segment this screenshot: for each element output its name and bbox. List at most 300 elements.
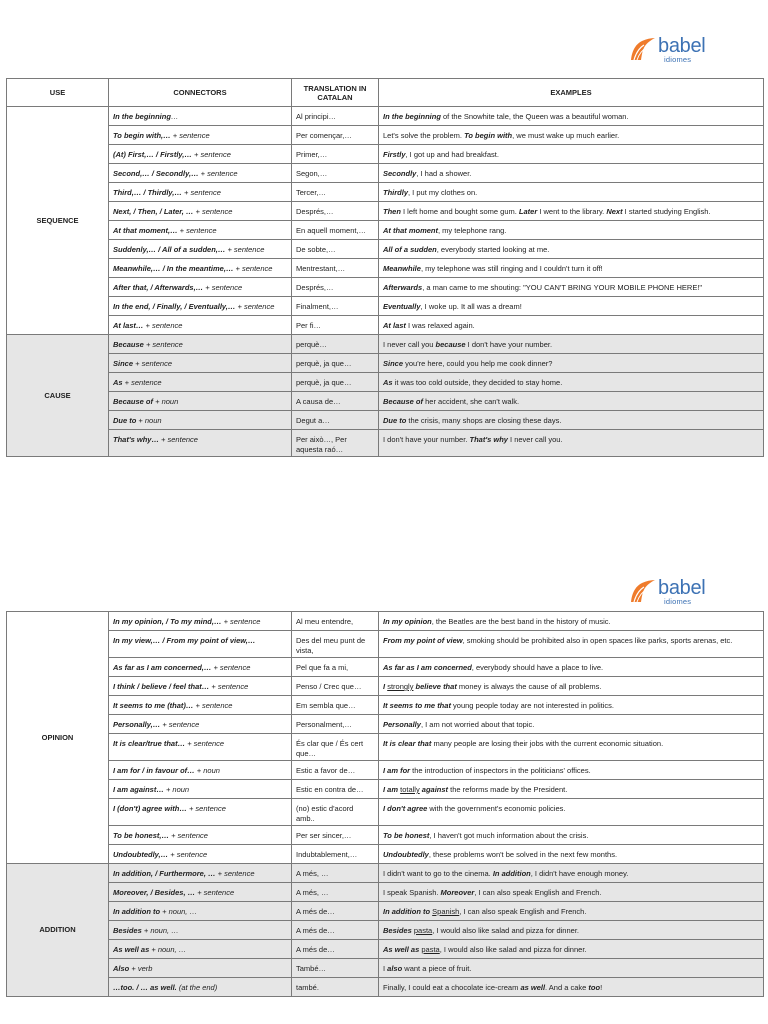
connector-cell	[109, 278, 292, 297]
logo-sub: idiomes	[664, 597, 692, 606]
example-connector: It is clear that	[383, 739, 432, 748]
connector-note: + sentence	[221, 617, 261, 626]
example-cell	[379, 145, 764, 164]
example-text: many people are losing their jobs with the current economic situation.	[431, 739, 664, 748]
header-examples: EXAMPLES	[379, 79, 764, 107]
example-connector: Next	[606, 207, 623, 216]
connector-phrase: …too. / … as well.	[113, 983, 177, 992]
table-row	[7, 780, 764, 799]
table-row	[7, 658, 764, 677]
table-row	[7, 883, 764, 902]
example-connector: Since	[383, 359, 404, 368]
example-connector: In the beginning	[383, 112, 441, 121]
example-text: I went to the library.	[537, 207, 607, 216]
connector-note: + sentence	[215, 869, 255, 878]
example-connector: against	[421, 785, 449, 794]
table-row	[7, 240, 764, 259]
connector-cell	[109, 164, 292, 183]
table-row	[7, 940, 764, 959]
connector-note: + sentence	[158, 435, 198, 444]
translation-cell: Tercer,…	[292, 183, 379, 202]
connector-note: + sentence	[211, 663, 251, 672]
connector-note: + sentence	[209, 682, 249, 691]
connector-phrase: As well as	[113, 945, 150, 954]
connector-phrase: As	[113, 378, 123, 387]
logo-name: babel	[658, 577, 706, 599]
example-text: , the Beatles are the best band in the history of music.	[431, 617, 611, 626]
translation-cell: perquè, ja que…	[292, 354, 379, 373]
connector-note: + sentence	[133, 359, 173, 368]
example-cell	[379, 761, 764, 780]
connector-cell	[109, 183, 292, 202]
example-text: the reforms made by the President.	[448, 785, 568, 794]
connector-cell	[109, 978, 292, 997]
connector-phrase: Next, / Then, / Later, …	[113, 207, 194, 216]
connector-cell	[109, 612, 292, 631]
connector-note: + sentence	[181, 188, 221, 197]
connector-phrase: Meanwhile,… / In the meantime,…	[113, 264, 234, 273]
translation-cell: Indubtablement,…	[292, 845, 379, 864]
example-cell	[379, 221, 764, 240]
connector-cell	[109, 373, 292, 392]
example-connector: Afterwards	[383, 283, 423, 292]
connector-note: + sentence	[195, 888, 235, 897]
connector-note: + noun	[163, 785, 190, 794]
table-row	[7, 145, 764, 164]
example-text: , smoking should be prohibited also in open spaces like parks, sports arenas, etc.	[462, 636, 733, 645]
connector-cell	[109, 297, 292, 316]
example-connector: Secondly	[383, 169, 417, 178]
example-cell	[379, 411, 764, 430]
translation-cell: Estic a favor de…	[292, 761, 379, 780]
example-cell	[379, 392, 764, 411]
example-connector: Thirdly	[383, 188, 409, 197]
example-connector: I am for	[383, 766, 411, 775]
connector-cell	[109, 864, 292, 883]
connector-cell	[109, 259, 292, 278]
example-text: her accident, she can't walk.	[423, 397, 520, 406]
connector-cell	[109, 734, 292, 761]
cause-group	[7, 335, 764, 457]
example-text: with the government's economic policies.	[427, 804, 566, 813]
connector-cell	[109, 126, 292, 145]
example-underlined: pasta	[421, 945, 440, 954]
translation-cell: A causa de…	[292, 392, 379, 411]
connector-phrase: Besides	[113, 926, 142, 935]
translation-cell: Per començar,…	[292, 126, 379, 145]
example-connector: Undoubtedly	[383, 850, 429, 859]
connector-phrase: That's why…	[113, 435, 159, 444]
table-row	[7, 335, 764, 354]
connector-phrase: In addition to	[113, 907, 161, 916]
translation-cell: A més de…	[292, 902, 379, 921]
connector-phrase: At last…	[113, 321, 144, 330]
example-text: I started studying English.	[622, 207, 711, 216]
example-underlined: Spanish	[432, 907, 460, 916]
table-row	[7, 183, 764, 202]
table-row	[7, 826, 764, 845]
translation-cell: A més, …	[292, 864, 379, 883]
example-connector: because	[435, 340, 466, 349]
example-text: , I put my clothes on.	[408, 188, 478, 197]
connector-phrase: In addition, / Furthermore, …	[113, 869, 216, 878]
table-row	[7, 316, 764, 335]
example-cell	[379, 959, 764, 978]
table-row	[7, 864, 764, 883]
translation-cell: De sobte,…	[292, 240, 379, 259]
translation-cell: Després,…	[292, 202, 379, 221]
connector-note: (at the end)	[176, 983, 218, 992]
example-cell	[379, 734, 764, 761]
header-connectors: CONNECTORS	[109, 79, 292, 107]
connector-phrase: At that moment,…	[113, 226, 178, 235]
connector-cell	[109, 780, 292, 799]
connector-cell	[109, 959, 292, 978]
example-underlined: strongly	[387, 682, 414, 691]
example-text: I don't have your number.	[465, 340, 553, 349]
example-cell	[379, 658, 764, 677]
translation-cell: Al principi…	[292, 107, 379, 126]
example-text: , I would also like salad and pizza for dinner.	[432, 926, 579, 935]
example-text: I never call you.	[507, 435, 563, 444]
example-cell	[379, 297, 764, 316]
connector-note: + sentence	[160, 720, 200, 729]
example-text: the introduction of inspectors in the politicians' offices.	[410, 766, 591, 775]
translation-cell: Per fi…	[292, 316, 379, 335]
example-cell	[379, 631, 764, 658]
babel-logo-icon	[630, 36, 656, 62]
connector-phrase: After that, / Afterwards,…	[113, 283, 204, 292]
connector-cell	[109, 845, 292, 864]
example-cell	[379, 278, 764, 297]
connector-phrase: I think / believe / feel that…	[113, 682, 210, 691]
example-text: you're here, could you help me cook dinner?	[403, 359, 553, 368]
logo-name: babel	[658, 35, 706, 57]
opinion-group	[7, 612, 764, 864]
connector-cell	[109, 107, 292, 126]
example-text: , everybody should have a place to live.	[471, 663, 604, 672]
opinion-label: OPINION	[7, 612, 109, 864]
example-connector: To be honest	[383, 831, 430, 840]
example-cell	[379, 845, 764, 864]
connector-cell	[109, 145, 292, 164]
example-text: of the Snowhite tale, the Queen was a beautiful woman.	[440, 112, 629, 121]
table-row	[7, 978, 764, 997]
sequence-label: SEQUENCE	[7, 107, 109, 335]
table-row	[7, 202, 764, 221]
connector-note: + noun	[194, 766, 220, 775]
connector-cell	[109, 761, 292, 780]
example-connector: To begin with	[464, 131, 513, 140]
table-row	[7, 761, 764, 780]
example-text: , I didn't have enough money.	[530, 869, 629, 878]
connector-phrase: Since	[113, 359, 134, 368]
table-row	[7, 631, 764, 658]
connector-cell	[109, 392, 292, 411]
connectors-table-2	[6, 611, 764, 997]
header-translation: TRANSLATION IN CATALAN	[292, 79, 379, 107]
example-connector: believe that	[415, 682, 457, 691]
babel-logo	[630, 36, 705, 64]
table-row	[7, 221, 764, 240]
example-connector: Meanwhile	[383, 264, 421, 273]
connector-note: + sentence	[168, 850, 208, 859]
connector-phrase: (At) First,… / Firstly,…	[113, 150, 192, 159]
example-text: Finally, I could eat a chocolate ice-cream	[383, 983, 521, 992]
example-text: , I had a shower.	[416, 169, 472, 178]
connector-note: …	[170, 112, 179, 121]
connector-note: + sentence	[143, 321, 183, 330]
connector-cell	[109, 677, 292, 696]
table-row	[7, 845, 764, 864]
translation-cell: Després,…	[292, 278, 379, 297]
translation-cell: Per ser sincer,…	[292, 826, 379, 845]
example-cell	[379, 696, 764, 715]
example-cell	[379, 864, 764, 883]
example-connector: Firstly	[383, 150, 406, 159]
connector-cell	[109, 631, 292, 658]
connector-phrase: To begin with,…	[113, 131, 171, 140]
example-connector: Moreover	[440, 888, 475, 897]
translation-cell: Segon,…	[292, 164, 379, 183]
table-row	[7, 799, 764, 826]
example-connector: At last	[383, 321, 406, 330]
example-text: , I can also speak English and French.	[459, 907, 587, 916]
connector-note: + sentence	[193, 701, 233, 710]
translation-cell: també.	[292, 978, 379, 997]
example-connector: Because of	[383, 397, 424, 406]
translation-cell: Mentrestant,…	[292, 259, 379, 278]
example-cell	[379, 335, 764, 354]
example-connector: From my point of view	[383, 636, 463, 645]
connector-note: + sentence	[122, 378, 162, 387]
example-connector: All of a sudden	[383, 245, 437, 254]
table-row	[7, 107, 764, 126]
example-text: young people today are not interested in politics.	[450, 701, 614, 710]
translation-cell: És clar que / És cert que…	[292, 734, 379, 761]
example-cell	[379, 373, 764, 392]
addition-label: ADDITION	[7, 864, 109, 997]
babel-logo-icon	[630, 578, 656, 604]
example-text: , I can also speak English and French.	[474, 888, 602, 897]
connector-note: + sentence	[143, 340, 183, 349]
example-cell	[379, 978, 764, 997]
translation-cell: Des del meu punt de vista,	[292, 631, 379, 658]
example-cell	[379, 240, 764, 259]
connector-cell	[109, 430, 292, 457]
example-text: want a piece of fruit.	[402, 964, 472, 973]
connector-cell	[109, 715, 292, 734]
example-connector: Then	[383, 207, 401, 216]
connector-cell	[109, 316, 292, 335]
example-cell	[379, 902, 764, 921]
example-cell	[379, 107, 764, 126]
translation-cell: (no) estic d'acord amb..	[292, 799, 379, 826]
example-text: , a man came to me shouting: "YOU CAN'T BRING YOUR MOBILE PHONE HERE!"	[422, 283, 703, 292]
translation-cell: perquè, ja que…	[292, 373, 379, 392]
translation-cell: Personalment,…	[292, 715, 379, 734]
table-row	[7, 259, 764, 278]
translation-cell: Em sembla que…	[292, 696, 379, 715]
example-cell	[379, 259, 764, 278]
example-text: I don't have your number.	[383, 435, 470, 444]
example-text: . And a cake	[545, 983, 589, 992]
example-cell	[379, 164, 764, 183]
example-text: I didn't want to go to the cinema.	[383, 869, 493, 878]
example-text: I left home and bought some gum.	[400, 207, 519, 216]
table-row	[7, 278, 764, 297]
example-connector: I don't agree	[383, 804, 428, 813]
connector-phrase: Second,… / Secondly,…	[113, 169, 199, 178]
example-text: , I woke up. It all was a dream!	[420, 302, 522, 311]
example-text: , I got up and had breakfast.	[405, 150, 499, 159]
connector-phrase: Undoubtedly,…	[113, 850, 169, 859]
connector-note: + sentence	[186, 804, 226, 813]
example-text: I speak Spanish.	[383, 888, 441, 897]
connector-cell	[109, 411, 292, 430]
example-underlined: totally	[400, 785, 420, 794]
example-connector: as well	[520, 983, 546, 992]
connector-phrase: Due to	[113, 416, 137, 425]
example-underlined: pasta	[413, 926, 433, 935]
example-connector: Besides	[383, 926, 412, 935]
addition-group	[7, 864, 764, 997]
translation-cell: Pel que fa a mi,	[292, 658, 379, 677]
header-use: USE	[7, 79, 109, 107]
babel-logo-2	[630, 578, 705, 606]
example-cell	[379, 183, 764, 202]
connector-phrase: It seems to me (that)…	[113, 701, 194, 710]
connector-note: + sentence	[225, 245, 265, 254]
table-row	[7, 392, 764, 411]
connector-note: + sentence	[235, 302, 275, 311]
connector-note: + sentence	[193, 207, 233, 216]
connector-note: + noun, …	[141, 926, 179, 935]
connector-note: + noun, …	[160, 907, 197, 916]
connector-note: + sentence	[177, 226, 217, 235]
example-connector: I	[383, 682, 386, 691]
example-connector: Later	[518, 207, 538, 216]
example-text: , my telephone rang.	[438, 226, 507, 235]
translation-cell: Estic en contra de…	[292, 780, 379, 799]
table-row	[7, 902, 764, 921]
example-connector: In addition to	[383, 907, 431, 916]
example-cell	[379, 202, 764, 221]
example-connector: It seems to me that	[383, 701, 451, 710]
connector-cell	[109, 221, 292, 240]
table-row	[7, 959, 764, 978]
connector-note: + sentence	[191, 150, 231, 159]
translation-cell: perquè…	[292, 335, 379, 354]
table-row	[7, 411, 764, 430]
translation-cell: Per això…, Per aquesta raó…	[292, 430, 379, 457]
connector-note: + sentence	[168, 831, 208, 840]
example-text: , these problems won't be solved in the next few months.	[428, 850, 618, 859]
connector-note: + sentence	[198, 169, 238, 178]
cause-label: CAUSE	[7, 335, 109, 457]
connector-phrase: Moreover, / Besides, …	[113, 888, 196, 897]
example-text: !	[600, 983, 603, 992]
table-row	[7, 696, 764, 715]
logo-sub: idiomes	[664, 55, 692, 64]
connector-phrase: Suddenly,… / All of a sudden,…	[113, 245, 226, 254]
example-text: , I would also like salad and pizza for dinner.	[439, 945, 587, 954]
translation-cell: A més, …	[292, 883, 379, 902]
example-connector: In addition	[492, 869, 531, 878]
example-cell	[379, 826, 764, 845]
translation-cell: També…	[292, 959, 379, 978]
connector-phrase: I am for / in favour of…	[113, 766, 195, 775]
connector-cell	[109, 902, 292, 921]
example-connector: As far as I am concerned	[383, 663, 472, 672]
connector-phrase: Because of	[113, 397, 154, 406]
translation-cell: A més de…	[292, 921, 379, 940]
table-row	[7, 734, 764, 761]
connector-cell	[109, 696, 292, 715]
sequence-group	[7, 107, 764, 335]
connector-cell	[109, 658, 292, 677]
connector-note: + sentence	[170, 131, 210, 140]
translation-cell: En aquell moment,…	[292, 221, 379, 240]
table-row	[7, 164, 764, 183]
example-connector: As	[383, 378, 393, 387]
connector-note: + sentence	[233, 264, 273, 273]
example-cell	[379, 316, 764, 335]
example-connector: too	[588, 983, 601, 992]
connector-phrase: In the beginning	[113, 112, 171, 121]
table-row	[7, 715, 764, 734]
example-text: it was too cold outside, they decided to stay home.	[392, 378, 563, 387]
example-text: , we must wake up much earlier.	[512, 131, 620, 140]
example-text: Let's solve the problem.	[383, 131, 465, 140]
example-text: I was relaxed again.	[405, 321, 475, 330]
translation-cell: A més de…	[292, 940, 379, 959]
example-cell	[379, 677, 764, 696]
connector-note: + noun, …	[149, 945, 187, 954]
connector-cell	[109, 335, 292, 354]
example-text: , I haven't got much information about the crisis.	[429, 831, 589, 840]
example-connector: In my opinion	[383, 617, 432, 626]
example-text: , my telephone was still ringing and I couldn't turn it off!	[420, 264, 603, 273]
connector-note: + sentence	[203, 283, 243, 292]
example-cell	[379, 354, 764, 373]
example-text: money is always the cause of all problems.	[456, 682, 602, 691]
connector-note: + sentence	[185, 739, 225, 748]
connector-cell	[109, 940, 292, 959]
example-cell	[379, 612, 764, 631]
connectors-table-1	[6, 78, 764, 457]
example-connector: That's why	[469, 435, 508, 444]
example-connector: Due to	[383, 416, 407, 425]
translation-cell: Al meu entendre,	[292, 612, 379, 631]
connector-phrase: Because	[113, 340, 144, 349]
connector-note: + verb	[129, 964, 153, 973]
connector-phrase: To be honest,…	[113, 831, 169, 840]
translation-cell: Finalment,…	[292, 297, 379, 316]
connector-cell	[109, 202, 292, 221]
example-text: , everybody started looking at me.	[436, 245, 550, 254]
example-connector: Eventually	[383, 302, 421, 311]
connector-cell	[109, 354, 292, 373]
example-cell	[379, 715, 764, 734]
table-row	[7, 921, 764, 940]
connector-phrase: I am against…	[113, 785, 164, 794]
connector-phrase: In my view,… / From my point of view,…	[113, 636, 256, 645]
table-row	[7, 612, 764, 631]
connector-phrase: Also	[113, 964, 130, 973]
example-text: the crisis, many shops are closing these days.	[406, 416, 562, 425]
connector-phrase: I (don't) agree with…	[113, 804, 187, 813]
